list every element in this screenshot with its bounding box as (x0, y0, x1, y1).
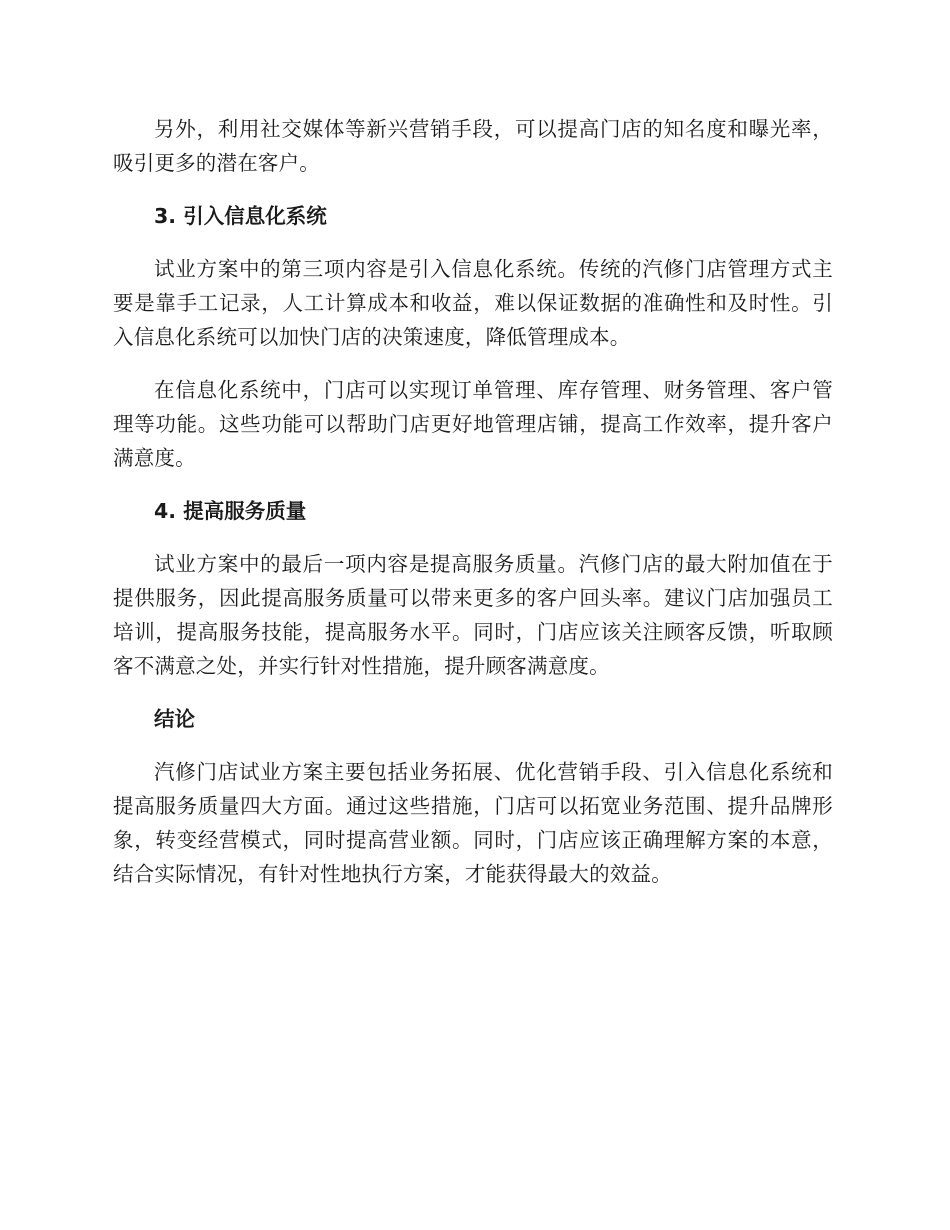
document-body (113, 112, 833, 891)
paragraph-info-system-intro: 试业方案中的第三项内容是引入信息化系统。传统的汽修门店管理方式主要是靠手工记录，人工计算成本和收益，难以保证数据的准确性和及时性。引入信息化系统可以加快门店的决策速度，降低管理成本。 (113, 257, 833, 349)
section-heading-conclusion: 结论 (154, 707, 195, 731)
paragraph-info-system-functions: 在信息化系统中，门店可以实现订单管理、库存管理、财务管理、客户管理等功能。这些功能可以帮助门店更好地管理店铺，提高工作效率，提升客户满意度。 (113, 378, 833, 470)
section-heading-4: 4. 提高服务质量 (154, 499, 307, 523)
paragraph-service-quality: 试业方案中的最后一项内容是提高服务质量。汽修门店的最大附加值在于提供服务，因此提高服务质量可以带来更多的客户回头率。建议门店加强员工培训，提高服务技能，提高服务水平。同时，门店应该关注顾客反馈，听取顾客不满意之处，并实行针对性措施，提升顾客满意度。 (113, 552, 833, 678)
paragraph-social-media: 另外，利用社交媒体等新兴营销手段，可以提高门店的知名度和曝光率，吸引更多的潜在客户。 (113, 117, 833, 175)
section-heading-3: 3. 引入信息化系统 (154, 204, 327, 228)
paragraph-conclusion: 汽修门店试业方案主要包括业务拓展、优化营销手段、引入信息化系统和提高服务质量四大方面。通过这些措施，门店可以拓宽业务范围、提升品牌形象，转变经营模式，同时提高营业额。同时，门店应该正确理解方案的本意，结合实际情况，有针对性地执行方案，才能获得最大的效益。 (113, 760, 833, 886)
